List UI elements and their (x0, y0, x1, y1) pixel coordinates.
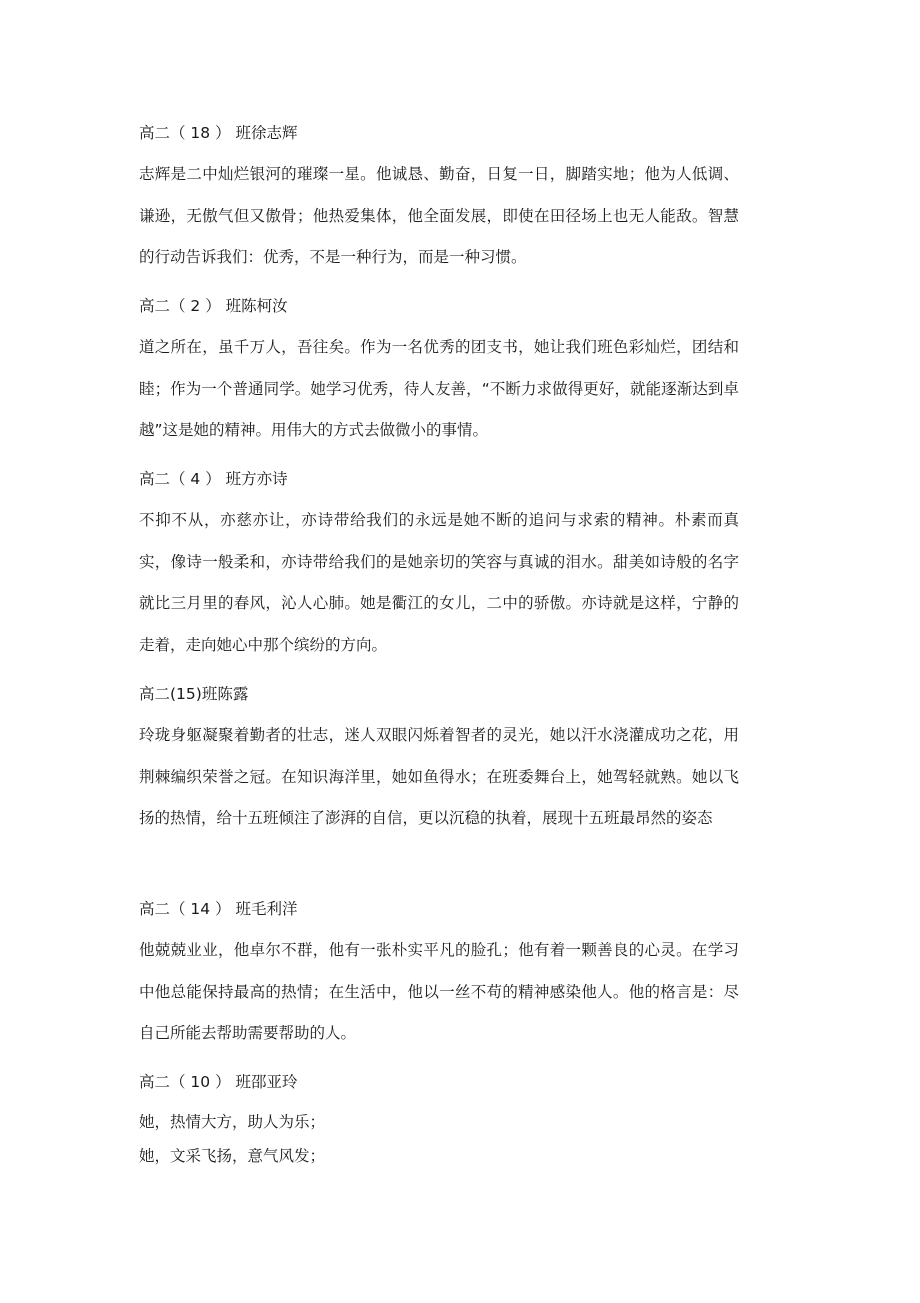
entry-heading: 高二（ 18 ） 班徐志辉 (139, 124, 298, 142)
entry-heading: 高二（ 10 ） 班邵亚玲 (139, 1073, 298, 1091)
entry-body: 志辉是二中灿烂银河的璀璨一星。他诚恳、勤奋，日复一日，脚踏实地；他为人低调、谦逊，无傲气但又傲骨；他热爱集体，他全面发展，即使在田径场上也无人能敌。智慧的行动告诉我们：优秀，不是一种行为，而是一种习惯。 (139, 165, 739, 266)
entry-body: 道之所在，虽千万人，吾往矣。作为一名优秀的团支书，她让我们班色彩灿烂，团结和睦；作为一个普通同学。她学习优秀，待人友善，“不断力求做得更好，就能逐渐达到卓越”这是她的精神。用伟大的方式去做微小的事情。 (139, 338, 739, 439)
student-entry-mao-liyang (139, 897, 739, 1055)
entry-body: 不抑不从，亦慈亦让，亦诗带给我们的永远是她不断的追问与求索的精神。朴素而真实，像诗一般柔和，亦诗带给我们的是她亲切的笑容与真诚的泪水。甜美如诗般的名字就比三月里的春风，沁人心肺。她是衢江的女儿，二中的骄傲。亦诗就是这样，宁静的走着，走向她心中那个缤纷的方向。 (139, 511, 739, 654)
student-entry-chen-keru (139, 294, 739, 452)
student-entry-chen-lu (139, 682, 739, 840)
entry-heading: 高二（ 2 ） 班陈柯汝 (139, 297, 288, 315)
entry-body: 他兢兢业业，他卓尔不群，他有一张朴实平凡的脸孔；他有着一颗善良的心灵。在学习中他总能保持最高的热情；在生活中，他以一丝不苟的精神感染他人。他的格言是：尽自己所能去帮助需要帮助的人。 (139, 941, 739, 1042)
student-entry-fang-yishi (139, 467, 739, 666)
entry-line: 她，热情大方，助人为乐； (139, 1113, 326, 1131)
student-entry-xu-zhihui (139, 121, 739, 279)
entry-heading: 高二（ 4 ） 班方亦诗 (139, 470, 288, 488)
entry-body: 玲珑身躯凝聚着勤者的壮志，迷人双眼闪烁着智者的灵光，她以汗水浇灌成功之花，用荆棘编织荣誉之冠。在知识海洋里，她如鱼得水；在班委舞台上，她驾轻就熟。她以飞扬的热情，给十五班倾注了澎湃的自信，更以沉稳的执着，展现十五班最昂然的姿态 (139, 726, 739, 827)
student-entry-shao-yaling (139, 1070, 739, 1173)
entry-heading: 高二(15)班陈露 (139, 685, 249, 703)
entry-heading: 高二（ 14 ） 班毛利洋 (139, 900, 298, 918)
entry-line: 她，文采飞扬，意气风发； (139, 1147, 326, 1165)
